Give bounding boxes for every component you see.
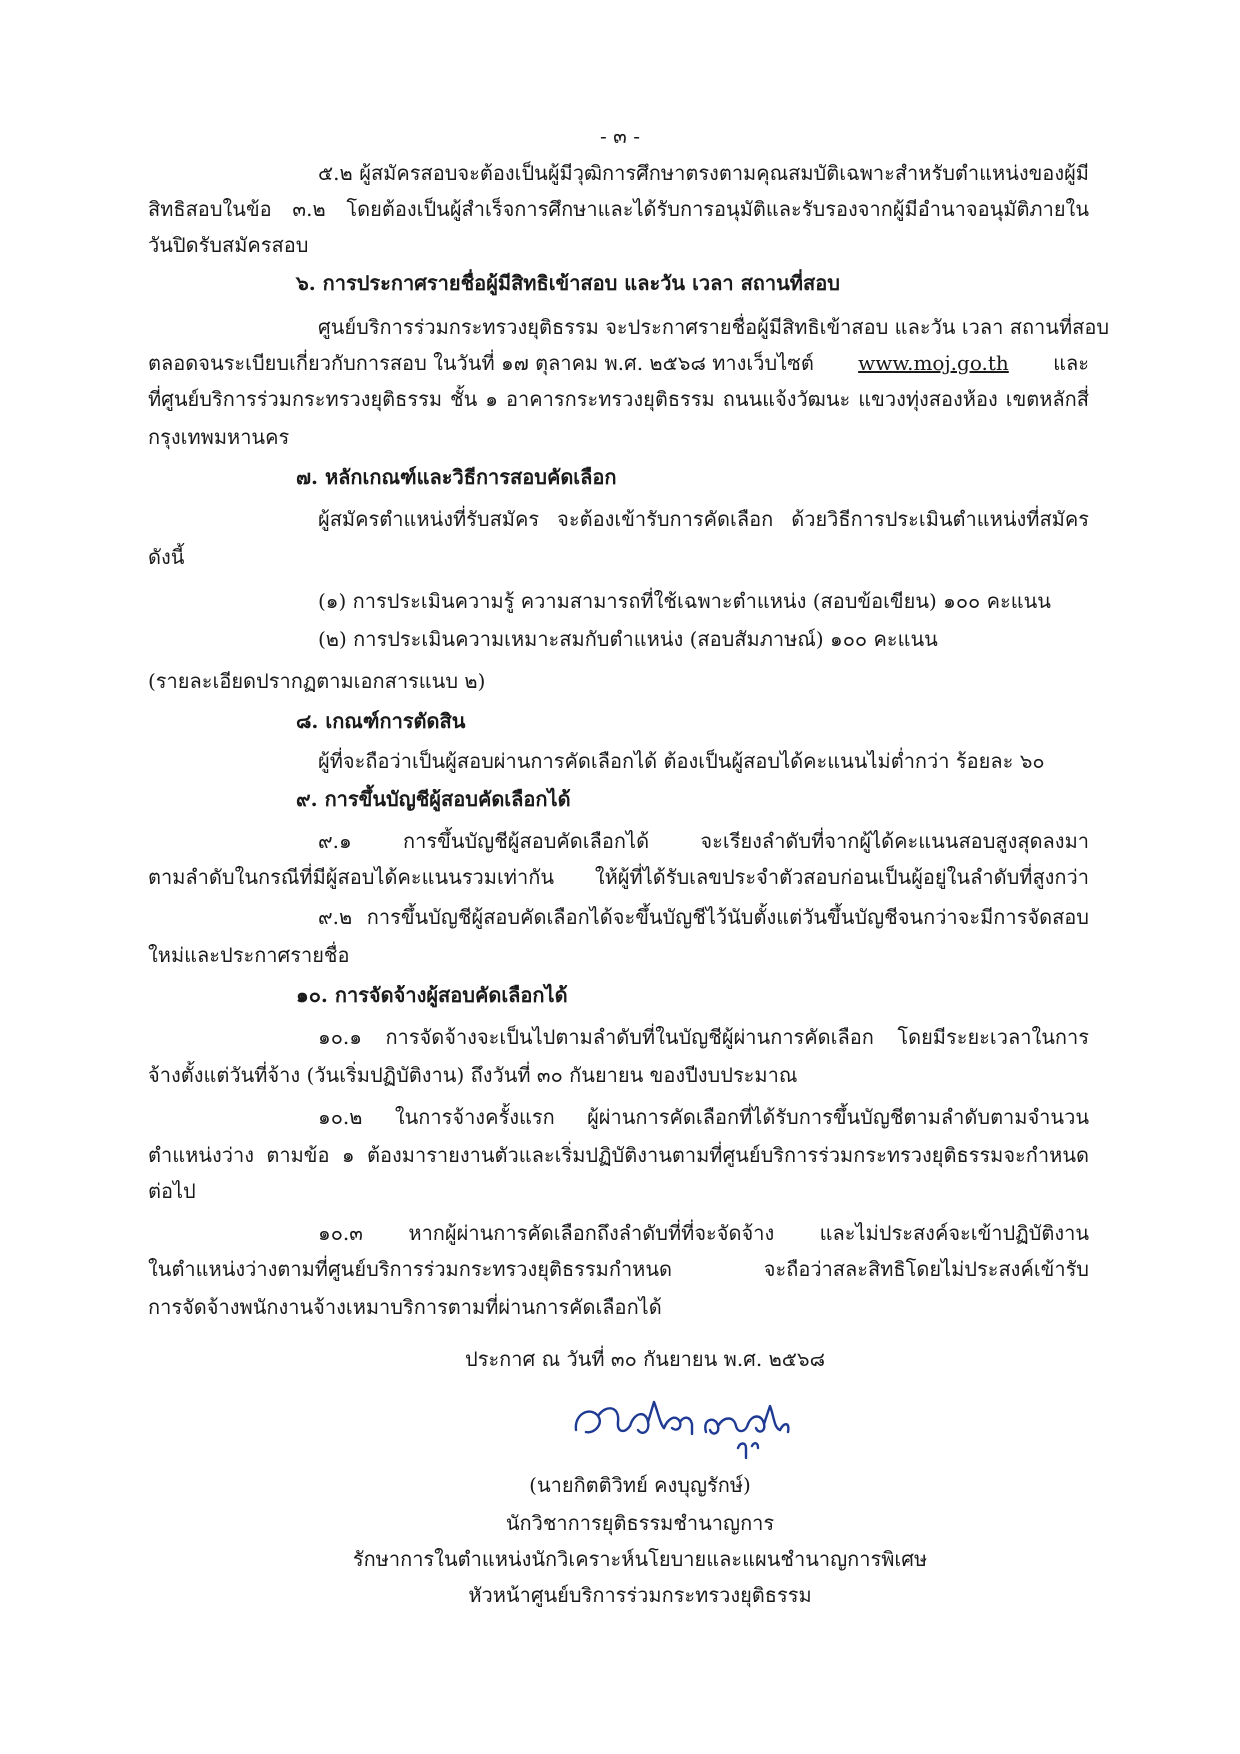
s10-p1-line2: จ้างตั้งแต่วันที่จ้าง (วันเริ่มปฏิบัติงาน) ถึงวันที่ ๓๐ กันยายน ของปีงบประมาณ [148, 1063, 798, 1087]
s5-2-line2: สิทธิสอบในข้อ ๓.๒ โดยต้องเป็นผู้สำเร็จการศึกษาและได้รับการอนุมัติและรับรองจากผู้มีอำนาจอนุมัติภายใน [148, 197, 1089, 221]
section-9-heading: ๙. การขึ้นบัญชีผู้สอบคัดเลือกได้ [296, 787, 571, 811]
s9-p1-line2: ตามลำดับในกรณีที่มีผู้สอบได้คะแนนรวมเท่ากัน ให้ผู้ที่ได้รับเลขประจำตัวสอบก่อนเป็นผู้อยู่ในลำดับที่สูงกว่า [148, 865, 1089, 889]
section-8-heading: ๘. เกณฑ์การตัดสิน [296, 709, 466, 733]
announcement-date: ประกาศ ณ วันที่ ๓๐ กันยายน พ.ศ. ๒๕๖๘ [465, 1347, 826, 1371]
signature-image [568, 1388, 798, 1468]
section-6-heading: ๖. การประกาศรายชื่อผู้มีสิทธิเข้าสอบ และวัน เวลา สถานที่สอบ [296, 271, 840, 295]
s6-line1: ศูนย์บริการร่วมกระทรวงยุติธรรม จะประกาศรายชื่อผู้มีสิทธิเข้าสอบ และวัน เวลา สถานที่สอบ [318, 315, 1110, 339]
s9-p1-line1: ๙.๑ การขึ้นบัญชีผู้สอบคัดเลือกได้ จะเรียงลำดับที่จากผู้ได้คะแนนสอบสูงสุดลงมา [318, 829, 1089, 853]
signer-title-1: นักวิชาการยุติธรรมชำนาญการ [505, 1511, 775, 1535]
s6-line3: ที่ศูนย์บริการร่วมกระทรวงยุติธรรม ชั้น ๑ อาคารกระทรวงยุติธรรม ถนนแจ้งวัฒนะ แขวงทุ่งสองห้อง เขตหลักสี่ [148, 387, 1089, 411]
signer-name: (นายกิตติวิทย์ คงบุญรักษ์) [529, 1473, 751, 1497]
s10-p2-line3: ต่อไป [148, 1179, 196, 1203]
s6-line2-end: และ [1053, 351, 1089, 375]
s10-p2-line1: ๑๐.๒ ในการจ้างครั้งแรก ผู้ผ่านการคัดเลือกที่ได้รับการขึ้นบัญชีตามลำดับตามจำนวน [318, 1105, 1089, 1129]
s9-p2-line1: ๙.๒ การขึ้นบัญชีผู้สอบคัดเลือกได้จะขึ้นบัญชีไว้นับตั้งแต่วันขึ้นบัญชีจนกว่าจะมีการจัดสอบ [318, 905, 1089, 929]
s5-2-line3: วันปิดรับสมัครสอบ [148, 233, 309, 257]
s8-line1: ผู้ที่จะถือว่าเป็นผู้สอบผ่านการคัดเลือกได้ ต้องเป็นผู้สอบได้คะแนนไม่ต่ำกว่า ร้อยละ ๖๐ [318, 749, 1045, 773]
s10-p1-line1: ๑๐.๑ การจัดจ้างจะเป็นไปตามลำดับที่ในบัญชีผู้ผ่านการคัดเลือก โดยมีระยะเวลาในการ [318, 1025, 1089, 1049]
s5-2-line1: ๕.๒ ผู้สมัครสอบจะต้องเป็นผู้มีวุฒิการศึกษาตรงตามคุณสมบัติเฉพาะสำหรับตำแหน่งของผู้มี [318, 161, 1089, 185]
s10-p2-line2: ตำแหน่งว่าง ตามข้อ ๑ ต้องมารายงานตัวและเริ่มปฏิบัติงานตามที่ศูนย์บริการร่วมกระทรวงยุติธรรมจะกำหนด [148, 1143, 1089, 1167]
s6-line2 [148, 345, 1089, 381]
s7-item2: (๒) การประเมินความเหมาะสมกับตำแหน่ง (สอบสัมภาษณ์) ๑๐๐ คะแนน [318, 627, 938, 651]
s10-p3-line2: ในตำแหน่งว่างตามที่ศูนย์บริการร่วมกระทรวงยุติธรรมกำหนด จะถือว่าสละสิทธิโดยไม่ประสงค์เข้ารับ [148, 1257, 1089, 1281]
section-7-heading: ๗. หลักเกณฑ์และวิธีการสอบคัดเลือก [296, 465, 617, 489]
section-10-heading: ๑๐. การจัดจ้างผู้สอบคัดเลือกได้ [296, 983, 568, 1007]
s7-line2: ดังนี้ [148, 545, 185, 569]
s7-item1: (๑) การประเมินความรู้ ความสามารถที่ใช้เฉพาะตำแหน่ง (สอบข้อเขียน) ๑๐๐ คะแนน [318, 589, 1051, 613]
s10-p3-line1: ๑๐.๓ หากผู้ผ่านการคัดเลือกถึงลำดับที่ที่จะจัดจ้าง และไม่ประสงค์จะเข้าปฏิบัติงาน [318, 1221, 1089, 1245]
signer-title-2: รักษาการในตำแหน่งนักวิเคราะห์นโยบายและแผนชำนาญการพิเศษ [352, 1547, 928, 1571]
s7-note: (รายละเอียดปรากฏตามเอกสารแนบ ๒) [148, 669, 486, 693]
website-link[interactable]: www.moj.go.th [858, 351, 1009, 375]
signer-title-3: หัวหน้าศูนย์บริการร่วมกระทรวงยุติธรรม [468, 1583, 812, 1607]
s9-p2-line2: ใหม่และประกาศรายชื่อ [148, 943, 350, 967]
s6-line4: กรุงเทพมหานคร [148, 425, 290, 449]
s6-line2-text: ตลอดจนระเบียบเกี่ยวกับการสอบ ในวันที่ ๑๗ ตุลาคม พ.ศ. ๒๕๖๘ ทางเว็บไซต์ [148, 351, 814, 375]
s7-line1: ผู้สมัครตำแหน่งที่รับสมัคร จะต้องเข้ารับการคัดเลือก ด้วยวิธีการประเมินตำแหน่งที่สมัคร [318, 507, 1089, 531]
s10-p3-line3: การจัดจ้างพนักงานจ้างเหมาบริการตามที่ผ่านการคัดเลือกได้ [148, 1295, 662, 1319]
page-number: - ๓ - [600, 124, 640, 148]
